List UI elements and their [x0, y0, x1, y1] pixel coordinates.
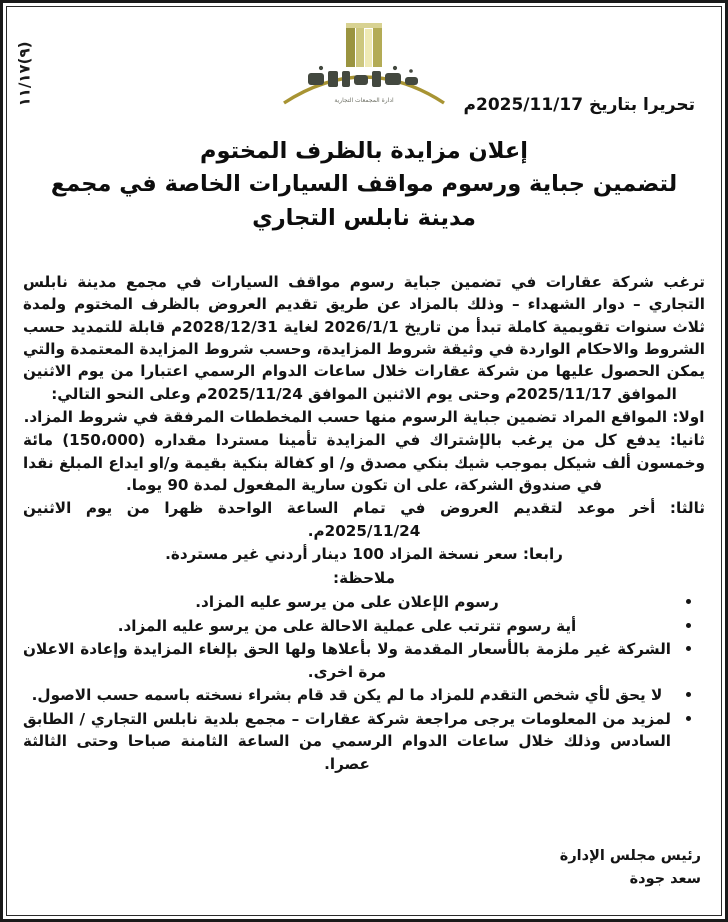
- bullet-dot-icon: [686, 599, 691, 604]
- list-item-text: لمزيد من المعلومات يرجى مراجعة شركة عقارات – مجمع بلدية نابلس التجاري / الطابق السادس وذلك خلال ساعات الدوام الرسمي من الساعة الثامنة صباحا وحتى الثالثة عصرا.: [23, 709, 671, 773]
- logo-tower-icon: [346, 23, 382, 67]
- bullet-dot-icon: [686, 716, 691, 721]
- list-item: [23, 684, 705, 707]
- list-item-text: لا يحق لأي شخص التقدم للمزاد ما لم يكن قد قام بشراء نسخته باسمه حسب الاصول.: [31, 686, 663, 705]
- bullet-dot-icon: [686, 692, 691, 697]
- headline-line-3: مدينة نابلس التجاري: [252, 204, 476, 231]
- list-item-text: الشركة غير ملزمة بالأسعار المقدمة ولا بأعلاها ولها الحق بإلغاء المزايدة وإعادة الاعلان مرة اخرى.: [23, 640, 671, 681]
- reference-stamp-text: (٩)١١/١٧: [14, 41, 33, 107]
- logo-svg: [276, 21, 452, 105]
- headline-line-2: لتضمين جباية ورسوم مواقف السيارات الخاصة في مجمع: [50, 171, 678, 198]
- logo-graphic: [276, 21, 452, 105]
- signature-title: رئيس مجلس الإدارة: [559, 847, 701, 864]
- list-item: [23, 708, 705, 776]
- list-item: [23, 615, 705, 638]
- bullet-dot-icon: [686, 623, 691, 628]
- document-body: [23, 271, 705, 776]
- signature-block: [560, 845, 701, 891]
- company-logo: [7, 21, 721, 105]
- document-date: تحريرا بتاريخ 2025/11/17م: [463, 95, 695, 115]
- list-item-text: رسوم الإعلان على من يرسو عليه المزاد.: [195, 593, 499, 612]
- list-item: [23, 638, 705, 683]
- clause-fourth: رابعا: سعر نسخة المزاد 100 دينار أردني غير مستردة.: [165, 545, 563, 564]
- list-item: [23, 591, 705, 614]
- document-inner-frame: [6, 6, 722, 916]
- clause-first: اولا: المواقع المراد تضمين جباية الرسوم منها حسب المخططات المرفقة في شروط المزاد.: [23, 408, 705, 427]
- notes-list: [23, 591, 705, 775]
- clause-third: ثالثا: أخر موعد لتقديم العروض في تمام الساعة الواحدة ظهرا من يوم الاثنين 2025/11/24م.: [23, 499, 705, 540]
- page-title: [25, 135, 703, 235]
- headline-line-1: إعلان مزايدة بالظرف المختوم: [200, 138, 528, 164]
- bullet-dot-icon: [686, 646, 691, 651]
- signature-name: سعد جودة: [629, 870, 701, 887]
- body-intro-paragraph: ترغب شركة عقارات في تضمين جباية رسوم مواقف السيارات في مجمع مدينة نابلس التجاري – دوار الشهداء – وذلك بالمزاد عن طريق تقديم العروض بالظرف المختوم ولمدة ثلاث سنوات تقويمية كاملة تبدأ من تاريخ 2026/1/1 لغاية 2028/12/31م قابلة للتمديد حسب الشروط والاحكام الواردة في وثيقة شروط المزايدة، وحسب شروط المزايدة المعتمدة والتي يمكن الحصول عليها من شركة عقارات خلال ساعات الدوام الرسمي اعتبارا من يوم الاثنين الموافق 2025/11/17م وحتى يوم الاثنين الموافق 2025/11/24م وعلى النحو التالي:: [23, 273, 705, 403]
- clause-second: ثانيا: يدفع كل من يرغب بالإشتراك في المزايدة تأمينا مستردا مقداره (150،000) مائة وخمسون ألف شيكل بموجب شيك بنكي مصدق و/ او كفالة بنكية بقيمة و/او ايداع المبلغ نقدا في صندوق الشركة، على ان تكون سارية المفعول لمدة 90 يوما.: [23, 431, 705, 495]
- list-item-text: أية رسوم تترتب على عملية الاحالة على من يرسو عليه المزاد.: [117, 616, 577, 635]
- logo-subtitle: ادارة المجمعات التجارية: [334, 97, 394, 104]
- notes-heading: ملاحظة:: [333, 569, 395, 588]
